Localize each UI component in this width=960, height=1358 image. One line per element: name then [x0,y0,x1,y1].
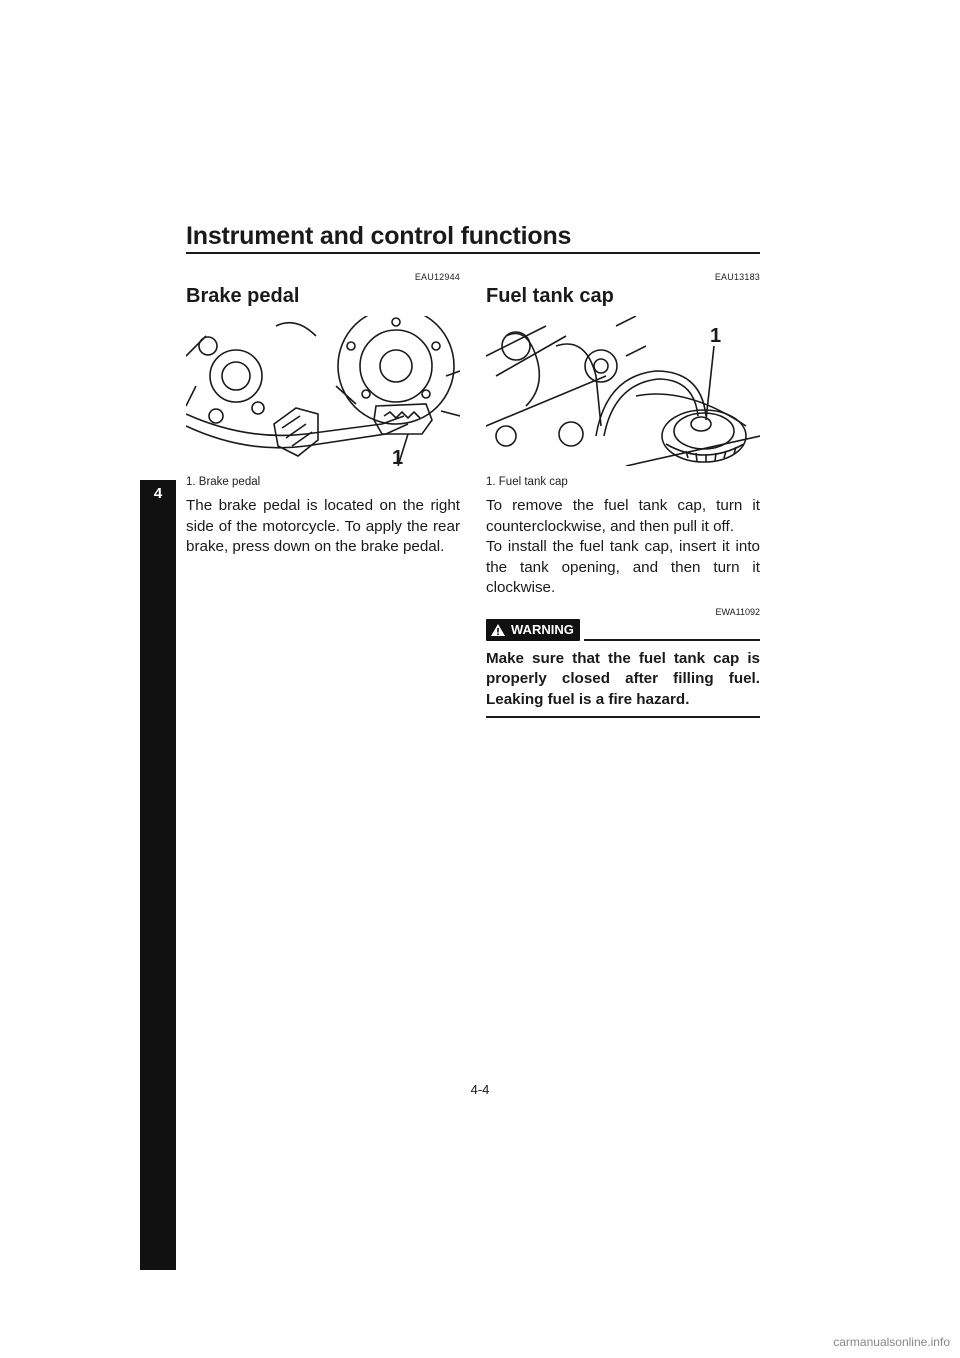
page-number: 4-4 [470,1082,490,1097]
header-rule [186,252,760,254]
warning-triangle-icon [490,623,506,637]
body-paragraph-install: To install the fuel tank cap, insert it into the tank opening, and then turn it clockwise. [486,538,760,596]
chapter-tab-number: 4 [153,485,163,502]
warning-code: EWA11092 [715,606,760,617]
warning-label: WARNING [511,622,574,637]
warning-bottom-rule [486,716,760,718]
warning-header [486,619,760,641]
fuel-tank-cap-section [486,272,760,718]
chapter-tab [140,480,176,1270]
warning-text: Make sure that the fuel tank cap is properly closed after filling fuel. Leaking fuel is a fire hazard. [486,649,760,708]
section-code: EAU13183 [714,272,760,282]
section-title: Brake pedal [186,285,300,307]
body-paragraph: The brake pedal is located on the right side of the motorcycle. To apply the rear brake, press down on the brake pedal. [186,497,460,555]
watermark: carmanualsonline.info [833,1335,950,1349]
callout-number: 1 [710,325,722,347]
section-title: Fuel tank cap [486,285,614,307]
brake-pedal-illustration [186,316,460,466]
brake-pedal-section [186,272,460,558]
page-header-title: Instrument and control functions [186,222,572,250]
warning-badge [486,619,580,641]
warning-rule [584,639,760,641]
figure-caption: 1. Fuel tank cap [486,476,568,488]
fuel-tank-cap-illustration [486,316,760,466]
callout-number: 1 [392,447,404,466]
figure-caption: 1. Brake pedal [186,476,261,488]
section-code: EAU12944 [414,272,460,282]
body-paragraph-remove: To remove the fuel tank cap, turn it counterclockwise, and then pull it off. [486,497,760,535]
